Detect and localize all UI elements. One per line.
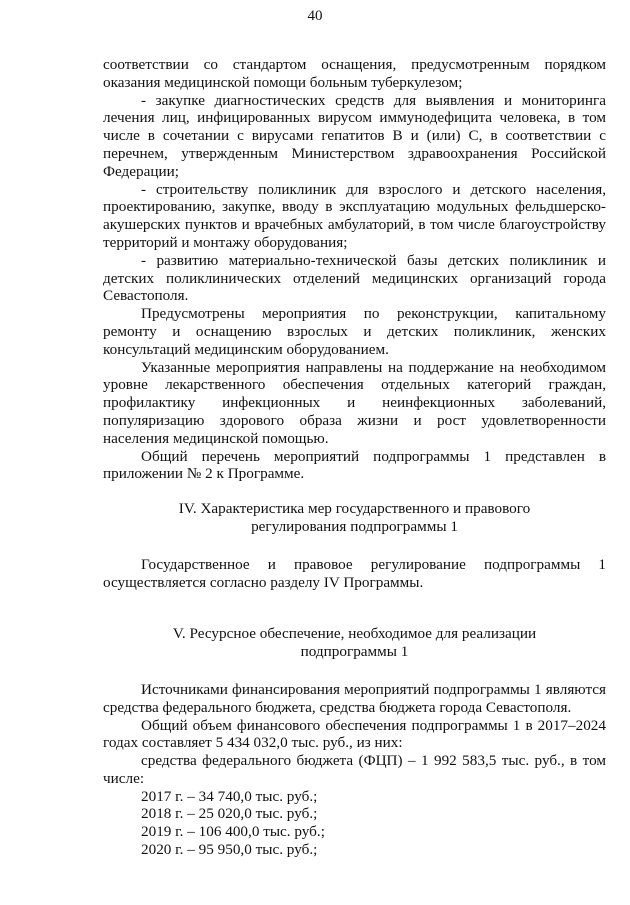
paragraph: средства федерального бюджета (ФЦП) – 1 992 583,5 тыс. руб., в том числе: xyxy=(103,752,606,787)
section-heading: регулирования подпрограммы 1 xyxy=(251,517,458,535)
list-item: 2018 г. – 25 020,0 тыс. руб.; xyxy=(141,805,318,823)
list-item: 2020 г. – 95 950,0 тыс. руб.; xyxy=(141,841,318,859)
page-number: 40 xyxy=(307,8,323,24)
paragraph: Государственное и правовое регулирование подпрограммы 1 осуществляется согласно разделу IV Программы. xyxy=(103,555,606,591)
section-heading: IV. Характеристика мер государственного и правового xyxy=(178,500,531,518)
page-content xyxy=(103,56,606,859)
list-item: - развитию материально-технической базы детских поликлиник и детских поликлинических отделений медицинских организаций города Севастополя. xyxy=(103,251,606,305)
paragraph: Указанные мероприятия направлены на поддержание на необходимом уровне лекарственного обеспечения отдельных категорий граждан, профилактику инфекционных и неинфекционных заболеваний, популяризацию здорового образа жизни и рост удовлетворенности населения медицинской помощью. xyxy=(103,358,606,447)
paragraph: соответствии со стандартом оснащения, предусмотренным порядком оказания медицинской помощи больным туберкулезом; xyxy=(103,56,606,91)
section-heading: V. Ресурсное обеспечение, необходимое для реализации xyxy=(172,625,537,643)
paragraph: Источниками финансирования мероприятий подпрограммы 1 являются средства федерального бюджета, средства бюджета города Севастополя. xyxy=(103,680,606,716)
list-item: 2019 г. – 106 400,0 тыс. руб.; xyxy=(141,823,325,841)
paragraph: Общий объем финансового обеспечения подпрограммы 1 в 2017–2024 годах составляет 5 434 032,0 тыс. руб., из них: xyxy=(103,716,606,752)
paragraph: Предусмотрены мероприятия по реконструкции, капитальному ремонту и оснащению взрослых и детских поликлиник, женских консультаций медицинским оборудованием. xyxy=(103,305,606,358)
section-heading: подпрограммы 1 xyxy=(300,643,409,661)
list-item: - закупке диагностических средств для выявления и мониторинга лечения лиц, инфицированных вирусом иммунодефицита человека, в том числе в сочетании с вирусами гепатитов В и (или) С, в соответствии с перечнем, утвержденным Министерством здравоохранения Российской Федерации; xyxy=(103,91,606,180)
list-item: 2017 г. – 34 740,0 тыс. руб.; xyxy=(141,787,318,805)
list-item: - строительству поликлиник для взрослого и детского населения, проектированию, закупке, вводу в эксплуатацию модульных фельдшерско-акушерских пунктов и врачебных амбулаторий, в том числе благоустройству территорий и монтажу оборудования; xyxy=(103,180,606,251)
paragraph: Общий перечень мероприятий подпрограммы 1 представлен в приложении № 2 к Программе. xyxy=(103,447,606,483)
